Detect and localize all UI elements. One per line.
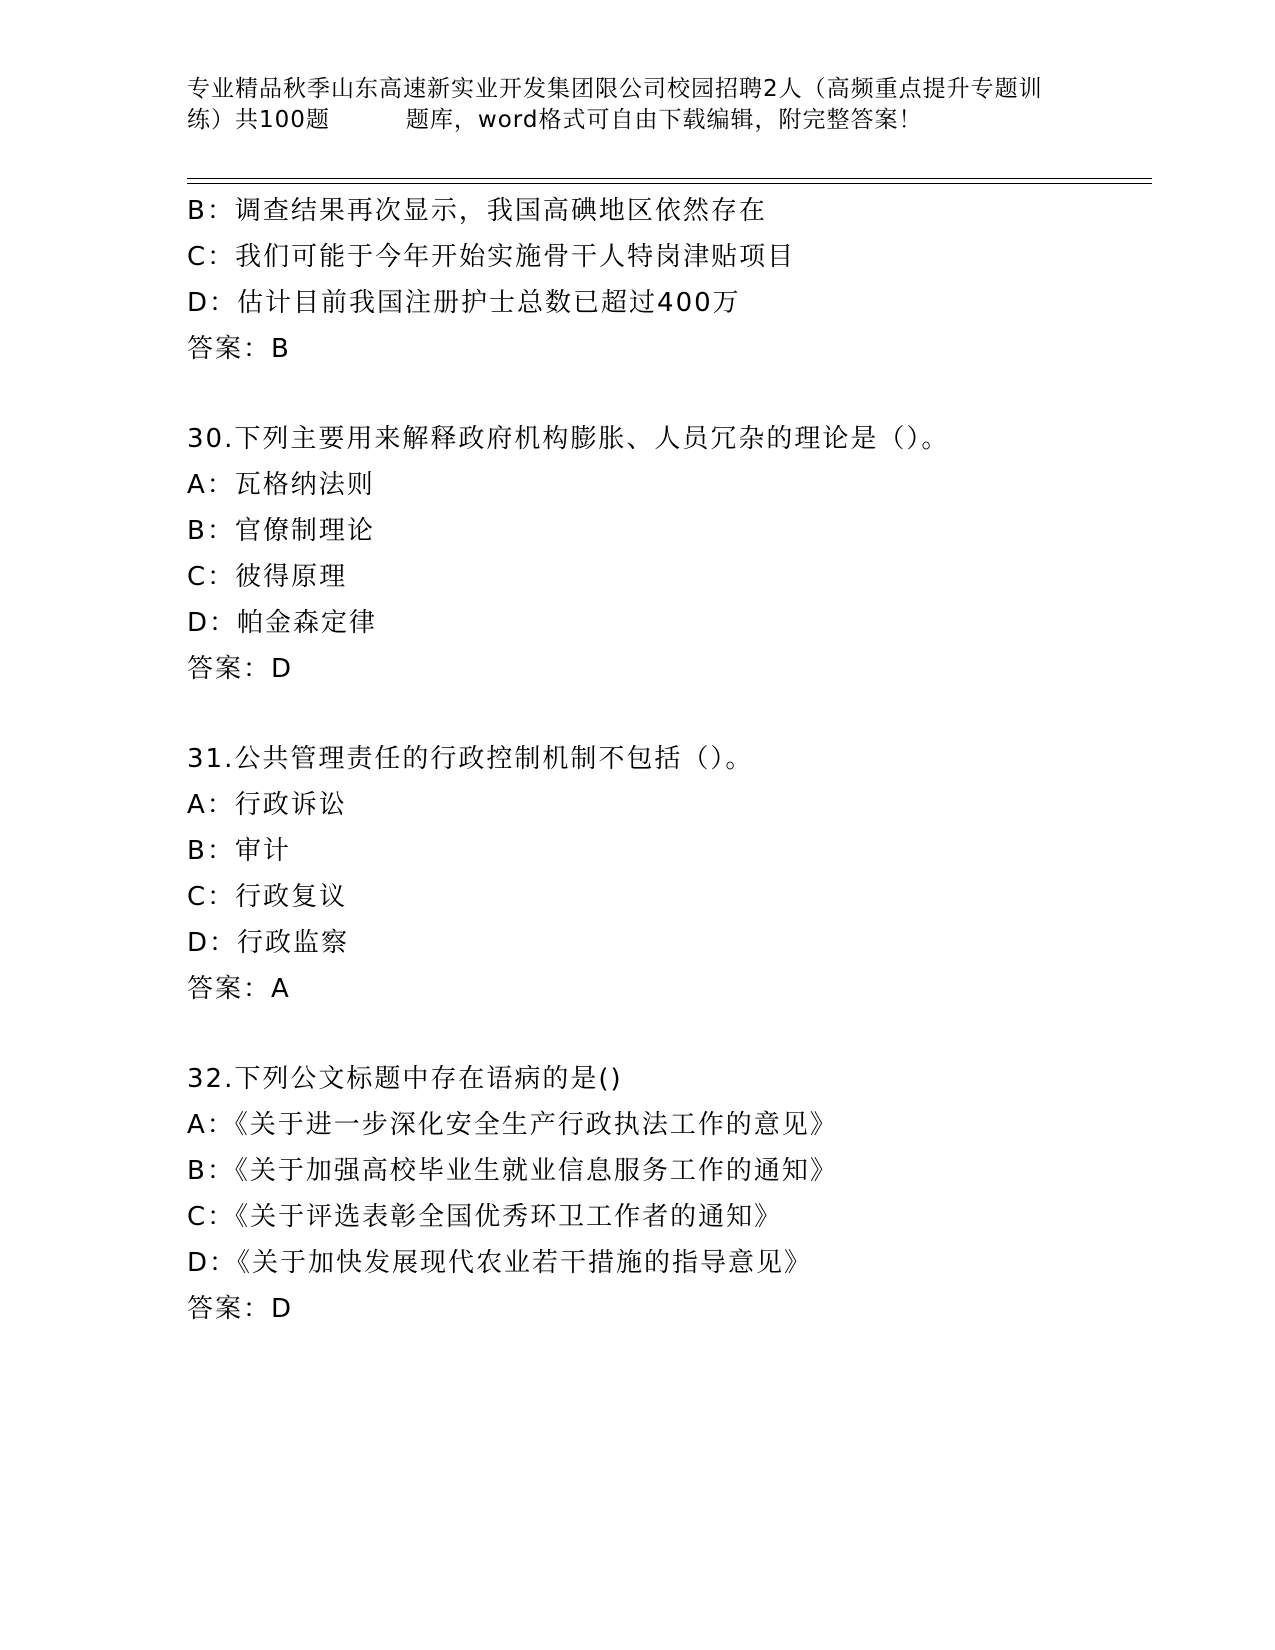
header-title-part-a: 练）共100题 [187,107,330,133]
question-block-31 [187,736,1147,1012]
option-line: A：《关于进一步深化安全生产行政执法工作的意见》 [187,1110,838,1140]
option-line: A：瓦格纳法则 [187,470,375,500]
question-stem: 31.公共管理责任的行政控制机制不包括（）。 [187,744,754,774]
answer-line: 答案：B [187,334,291,364]
question-block-32 [187,1056,1147,1332]
option-line: C：彼得原理 [187,562,348,592]
question-stem: 32.下列公文标题中存在语病的是() [187,1064,623,1094]
question-block-prev [187,188,1147,372]
option-line: D：行政监察 [187,928,350,958]
header-title-part-b: 题库，word格式可自由下载编辑，附完整答案！ [405,107,923,133]
option-line: C：《关于评选表彰全国优秀环卫工作者的通知》 [187,1202,783,1232]
answer-line: 答案：A [187,974,291,1004]
option-line: B：《关于加强高校毕业生就业信息服务工作的通知》 [187,1156,838,1186]
answer-line: 答案：D [187,1294,294,1324]
header-divider-bottom [187,183,1152,184]
question-content [187,188,1147,1332]
question-block-30 [187,416,1147,692]
question-stem: 30.下列主要用来解释政府机构膨胀、人员冗杂的理论是（）。 [187,424,950,454]
header-divider-top [187,178,1152,179]
option-line: D：《关于加快发展现代农业若干措施的指导意见》 [187,1248,813,1278]
option-line: D：估计目前我国注册护士总数已超过400万 [187,288,741,318]
header-title-line1: 专业精品秋季山东高速新实业开发集团限公司校园招聘2人（高频重点提升专题训 [187,76,1043,102]
page-header [187,74,1097,136]
option-line: B：审计 [187,836,291,866]
answer-line: 答案：D [187,654,294,684]
option-line: A：行政诉讼 [187,790,347,820]
option-line: C：行政复议 [187,882,348,912]
header-title-line2 [187,105,1097,136]
option-line: B：官僚制理论 [187,516,375,546]
option-line: D：帕金森定律 [187,608,378,638]
option-line: B：调查结果再次显示，我国高碘地区依然存在 [187,196,767,226]
option-line: C：我们可能于今年开始实施骨干人特岗津贴项目 [187,242,796,272]
